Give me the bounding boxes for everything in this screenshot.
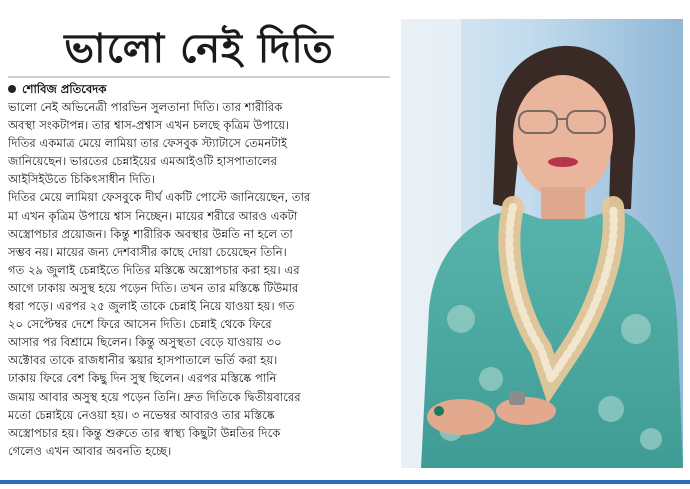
body-line: অস্ত্রোপচার হয়। কিন্তু শুরুতে তার স্বাস্থ্য কিছুটা উন্নতির দিকে: [8, 425, 281, 440]
byline-text: শোবিজ প্রতিবেদক: [22, 82, 107, 96]
headline-divider: [8, 76, 390, 78]
body-line: আগে ঢাকায় অসুস্থ হয়ে পড়েন দিতি। তখন তার মস্তিষ্কে টিউমার: [8, 280, 299, 295]
body-line: ভালো নেই অভিনেত্রী পারভিন সুলতানা দিতি। তার শারীরিক: [8, 100, 283, 114]
body-line: আসার পর বিশ্রামে ছিলেন। কিন্তু অসুস্থতা বেড়ে যাওয়ায় ৩০: [8, 335, 282, 350]
body-line: আইসিইউতে চিকিৎসাধীন দিতি।: [8, 172, 155, 187]
body-line: অস্ত্রোপচার প্রয়োজন। কিন্তু শারীরিক অবস্থার উন্নতি না হলে তা: [8, 226, 293, 241]
body-line: দিতির মেয়ে লামিয়া ফেসবুকে দীর্ঘ একটি পোস্টে জানিয়েছেন, তার: [8, 190, 311, 205]
body-line: জমায় আবার অসুস্থ হয়ে পড়েন তিনি। দ্রুত দিতিকে দ্বিতীয়বারের: [8, 389, 301, 404]
body-line: জানিয়েছেন। ভারতের চেন্নাইয়ের এমআইওটি হাসপাতালের: [8, 154, 277, 169]
body-line: দিতির একমাত্র মেয়ে লামিয়া তার ফেসবুক স্ট্যাটাসে তেমনটাই: [8, 136, 287, 151]
body-line: গত ২৯ জুলাই চেন্নাইতে দিতির মস্তিষ্কে অস্ত্রোপচার করা হয়। এর: [8, 262, 300, 277]
body-line: ২০ সেপ্টেম্বর দেশে ফিরে আসেন দিতি। চেন্নাই থেকে ফিরে: [8, 317, 272, 332]
article-byline: [8, 81, 390, 97]
body-line: ঢাকায় ফিরে বেশ কিছু দিন সুস্থ ছিলেন। এরপর মস্তিষ্কে পানি: [8, 371, 277, 386]
article-headline: ভালো নেই দিতি: [64, 26, 334, 72]
body-line: অক্টোবর তাকে রাজধানীর স্কয়ার হাসপাতালে ভর্তি করা হয়।: [8, 353, 278, 368]
body-line: মা এখন কৃত্রিম উপায়ে শ্বাস নিচ্ছেন। মায়ের শরীরে আরও একটা: [8, 208, 298, 223]
body-line: মতো চেন্নাইয়ে নেওয়া হয়। ৩ নভেম্বর আবারও তার মস্তিষ্কে: [8, 407, 275, 422]
bottom-divider: [0, 480, 690, 484]
body-line: অবস্থা সংকটাপন্ন। তার শ্বাস-প্রশ্বাস এখন চলছে কৃত্রিম উপায়ে।: [8, 118, 290, 133]
bullet-icon: [8, 85, 16, 93]
body-line: ধরা পড়ে। এরপর ২৫ জুলাই তাকে চেন্নাই নিয়ে যাওয়া হয়। গত: [8, 299, 295, 314]
body-line: গেলেও এখন আবার অবনতি হচ্ছে।: [8, 443, 172, 458]
article-body: [8, 98, 392, 460]
body-line: সম্ভব নয়। মায়ের জন্য দেশবাসীর কাছে দোয়া চেয়েছেন তিনি।: [8, 244, 287, 259]
portrait-photo: [401, 19, 683, 468]
portrait-illustration: [401, 19, 683, 468]
